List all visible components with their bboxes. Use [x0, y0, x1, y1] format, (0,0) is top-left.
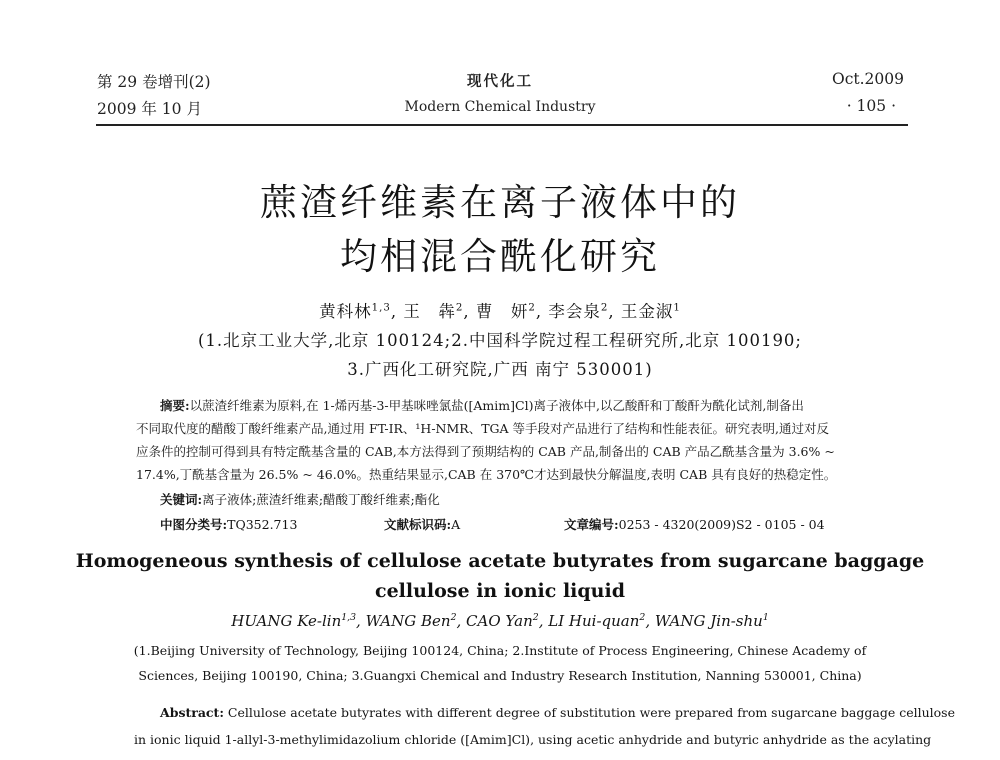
- clc-label: 中图分类号:: [160, 517, 228, 532]
- abstract-en-line1: [160, 705, 955, 720]
- clc-value: TQ352.713: [227, 517, 298, 532]
- author-cn-2-sup: 2: [455, 302, 464, 314]
- author-sep: ,: [356, 612, 361, 630]
- author-sep: ,: [463, 302, 470, 321]
- journal-name-en: Modern Chemical Industry: [404, 99, 596, 115]
- author-cn-1-sup: 1,3: [371, 302, 391, 314]
- author-cn-3-sup: 2: [528, 302, 536, 314]
- author-en-1-sup: 1,3: [341, 612, 357, 623]
- author-en-4: LI Hui-quan: [548, 612, 640, 630]
- author-en-5: WANG Jin-shu: [654, 612, 763, 630]
- issue-date-cn: 2009 年 10 月: [97, 100, 202, 118]
- title-en-line1: Homogeneous synthesis of cellulose acetate butyrates from sugarcane baggage: [75, 550, 925, 572]
- author-en-4-sup: 2: [639, 612, 646, 623]
- clc-number: [160, 515, 297, 533]
- author-sep: ,: [645, 612, 651, 630]
- doc-code: [384, 515, 460, 533]
- volume-info: 第 29 卷增刊(2): [97, 73, 211, 91]
- author-cn-3: 曹 妍: [475, 302, 529, 321]
- abstract-cn-label: 摘要:: [160, 398, 190, 413]
- author-en-1: HUANG Ke-lin: [231, 612, 342, 630]
- author-en-5-sup: 1: [762, 612, 769, 623]
- title-cn-line2: 均相混合酰化研究: [340, 235, 660, 278]
- doc-code-label: 文献标识码:: [384, 517, 452, 532]
- author-cn-4: 李会泉: [548, 302, 601, 321]
- abstract-cn-line2: 不同取代度的醋酸丁酸纤维素产品,通过用 FT-IR、¹H-NMR、TGA 等手段对产品进行了结构和性能表征。研究表明,通过对反: [136, 421, 830, 436]
- issue-date-en: Oct.2009: [832, 70, 904, 88]
- title-cn-line1: 蔗渣纤维素在离子液体中的: [260, 181, 740, 224]
- affiliations-cn-line1: (1.北京工业大学,北京 100124;2.中国科学院过程工程研究所,北京 100190;: [198, 331, 802, 350]
- affiliations-en-line1: (1.Beijing University of Technology, Beijing 100124, China; 2.Institute of Process Engineering, Chinese Academy of: [133, 643, 867, 658]
- abstract-cn-line4: 17.4%,丁酰基含量为 26.5% ~ 46.0%。热重结果显示,CAB 在 370℃才达到最快分解温度,表明 CAB 具有良好的热稳定性。: [136, 467, 837, 482]
- author-en-3: CAO Yan: [466, 612, 533, 630]
- author-sep: ,: [456, 612, 462, 630]
- author-en-2-sup: 2: [450, 612, 457, 623]
- author-cn-4-sup: 2: [600, 302, 609, 314]
- article-number: [564, 515, 825, 533]
- abstract-en-label: Abstract:: [160, 705, 224, 720]
- author-en-3-sup: 2: [532, 612, 539, 623]
- title-en-line2: cellulose in ionic liquid: [375, 580, 625, 602]
- article-number-value: 0253 - 4320(2009)S2 - 0105 - 04: [618, 517, 825, 532]
- author-sep: ,: [608, 302, 615, 321]
- author-cn-1: 黄科林: [319, 302, 372, 321]
- abstract-cn-line1: [160, 396, 900, 414]
- keywords-cn-label: 关键词:: [160, 492, 203, 507]
- author-sep: ,: [535, 302, 543, 321]
- author-cn-2: 王 犇: [403, 302, 456, 321]
- abstract-cn-text1: 以蔗渣纤维素为原料,在 1-烯丙基-3-甲基咪唑氯盐([Amim]Cl)离子液体中,以乙酸酐和丁酸酐为酰化试剂,制备出: [189, 398, 804, 413]
- article-number-label: 文章编号:: [564, 517, 619, 532]
- abstract-cn-line3: 应条件的控制可得到具有特定酰基含量的 CAB,本方法得到了预期结构的 CAB 产品,制备出的 CAB 产品乙酰基含量为 3.6% ~: [136, 444, 835, 459]
- page-number: · 105 ·: [846, 97, 896, 115]
- keywords-cn-text: 离子液体;蔗渣纤维素;醋酸丁酸纤维素;酯化: [202, 492, 440, 507]
- journal-name-cn: 现代化工: [467, 74, 533, 90]
- author-en-2: WANG Ben: [365, 612, 451, 630]
- affiliations-cn-line2: 3.广西化工研究院,广西 南宁 530001): [347, 360, 653, 379]
- author-sep: ,: [538, 612, 544, 630]
- doc-code-value: A: [451, 517, 461, 532]
- authors-cn: [0, 298, 1000, 322]
- author-cn-5: 王金淑: [620, 302, 674, 321]
- header-rule: [96, 124, 908, 126]
- author-sep: ,: [390, 302, 398, 321]
- authors-en: [0, 612, 1000, 630]
- abstract-en-text1: Cellulose acetate butyrates with different degree of substitution were prepared from sugarcane baggage cellulose: [227, 705, 955, 720]
- affiliations-en-line2: Sciences, Beijing 100190, China; 3.Guangxi Chemical and Industry Research Institution, Nanning 530001, China): [138, 668, 862, 683]
- abstract-en-line2: in ionic liquid 1-allyl-3-methylimidazolium chloride ([Amim]Cl), using acetic anhydride and butyric anhydride as the acylating: [134, 732, 932, 747]
- keywords-cn: [160, 490, 440, 508]
- author-cn-5-sup: 1: [673, 302, 681, 314]
